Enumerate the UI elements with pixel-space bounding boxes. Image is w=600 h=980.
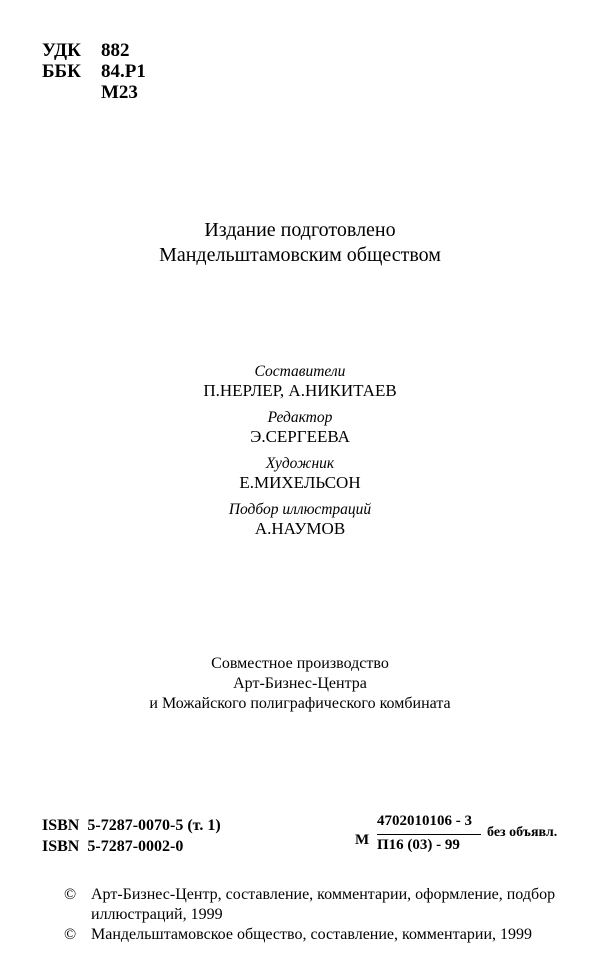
credit-artist — [0, 455, 600, 492]
credit-names: Э.СЕРГЕЕВА — [250, 427, 350, 446]
copyright-icon: © — [64, 926, 77, 943]
index-letter: М — [355, 832, 370, 848]
author-mark-row — [42, 82, 146, 103]
credit-role: Художник — [265, 455, 335, 472]
isbn-label: ISBN — [42, 817, 80, 834]
credit-role: Составители — [254, 363, 346, 380]
copyright-text: Арт-Бизнес-Центр, составление, комментарии, оформление, подбор иллюстраций, 1999 — [91, 886, 556, 923]
isbn-block — [42, 815, 221, 857]
copyright-icon: © — [64, 886, 77, 903]
credit-role: Подбор иллюстраций — [228, 501, 372, 518]
classification-codes — [42, 40, 146, 103]
fraction-line — [377, 834, 481, 835]
coproduction-statement — [0, 654, 600, 714]
credit-illustrations — [0, 501, 600, 538]
copyright-block — [64, 885, 584, 945]
coproduction-line-1: Совместное производство — [211, 655, 389, 672]
credit-editor — [0, 409, 600, 446]
prepared-by-statement — [0, 218, 600, 268]
index-denominator: П16 (03) - 99 — [377, 837, 460, 853]
bbk-value: 84.Р1 — [101, 61, 146, 82]
isbn-value: 5-7287-0002-0 — [87, 838, 184, 855]
isbn-line — [42, 836, 221, 857]
udk-label: УДК — [42, 40, 81, 61]
bbk-label: ББК — [42, 61, 81, 82]
index-numerator: 4702010106 - 3 — [377, 813, 472, 829]
prepared-by-line-1: Издание подготовлено — [204, 219, 396, 241]
credit-names: Е.МИХЕЛЬСОН — [239, 473, 361, 492]
copyright-text: Мандельштамовское общество, составление, комментарии, 1999 — [91, 926, 532, 943]
isbn-label: ISBN — [42, 838, 80, 855]
prepared-by-line-2: Мандельштамовским обществом — [159, 244, 441, 266]
udk-value: 882 — [101, 40, 130, 61]
credit-names: П.НЕРЛЕР, А.НИКИТАЕВ — [203, 381, 397, 400]
isbn-line — [42, 815, 221, 836]
coproduction-line-2: Арт-Бизнес-Центра — [233, 675, 367, 692]
copyright-notice — [64, 885, 584, 925]
index-note: без объявл. — [487, 825, 558, 840]
copyright-notice — [64, 925, 584, 945]
udk-row — [42, 40, 146, 61]
author-mark: М23 — [101, 82, 138, 103]
credit-compilers — [0, 363, 600, 400]
credit-names: А.НАУМОВ — [254, 519, 346, 538]
credit-role: Редактор — [267, 409, 333, 426]
isbn-value: 5-7287-0070-5 (т. 1) — [87, 817, 221, 834]
coproduction-line-3: и Можайского полиграфического комбината — [149, 695, 451, 712]
credits-block — [0, 363, 600, 547]
bbk-row — [42, 61, 146, 82]
